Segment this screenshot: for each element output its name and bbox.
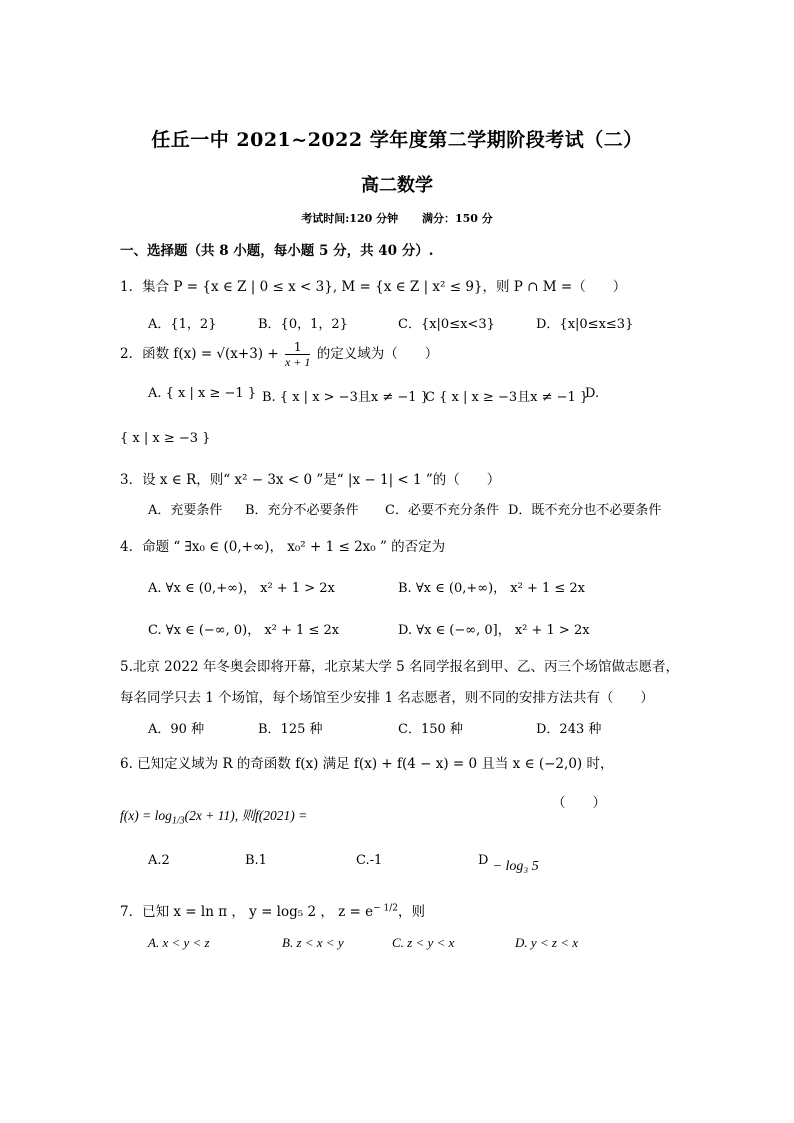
question-6-option-c: C.-1 — [356, 853, 383, 868]
question-7-option-a: A. x < y < z — [148, 935, 210, 950]
question-5-option-b: B．125 种 — [258, 722, 323, 737]
question-6-option-b: B.1 — [245, 853, 267, 868]
question-7-option-c: C. z < y < x — [392, 935, 455, 950]
question-2-option-b: B. { x | x > −3且x ≠ −1 } — [262, 390, 429, 405]
question-5-line-1: 5.北京 2022 年冬奥会即将开幕，北京某大学 5 名同学报名到甲、乙、丙三个场馆做志愿者， — [120, 659, 679, 675]
question-7-option-b: B. z < x < y — [282, 935, 344, 950]
question-1-option-d: D．{x|0≤x≤3} — [536, 317, 634, 332]
exam-subtitle: 高二数学 — [361, 175, 433, 196]
exam-score: 满分：150 分 — [421, 212, 493, 225]
question-3-option-d: D．既不充分也不必要条件 — [508, 503, 662, 518]
question-6-option-a: A.2 — [148, 853, 170, 868]
question-5-option-d: D．243 种 — [536, 722, 602, 737]
question-7-option-d: D. y < z < x — [515, 935, 579, 950]
question-2-suffix: 的定义域为（ ） — [316, 346, 439, 362]
question-6-log: f(x) = log — [120, 808, 172, 823]
exam-time: 考试时间:120 分钟 — [301, 212, 399, 225]
question-3-option-a: A．充要条件 — [148, 503, 223, 518]
question-5-option-c: C．150 种 — [398, 722, 463, 737]
question-6-expression: (2x + 11), 则f(2021) = — [184, 808, 308, 823]
question-4-option-a: A. ∀x ∈ (0,+∞)， x² + 1 > 2x — [148, 581, 335, 596]
question-7-exponent: − 1/2 — [373, 903, 399, 914]
question-2-option-d-label: D. — [585, 386, 600, 401]
question-6-option-d-value: − log₃ 5 — [492, 859, 539, 874]
question-3-option-c: C．必要不充分条件 — [385, 503, 499, 518]
question-4-option-b: B. ∀x ∈ (0,+∞)， x² + 1 ≤ 2x — [398, 581, 586, 596]
question-2-stem — [120, 340, 438, 369]
question-1-option-c: C．{x|0≤x<3} — [398, 317, 495, 332]
question-2-prefix: 2．函数 f(x) = √(x+3) + — [120, 346, 279, 362]
question-1-option-b: B．{0，1，2} — [258, 317, 348, 332]
question-6-line-1: 6. 已知定义域为 R 的奇函数 f(x) 满足 f(x) + f(4 − x) = 0 且当 x ∈ (−2,0) 时， — [120, 756, 614, 772]
question-7-stem-b: ，则 — [398, 904, 426, 920]
question-4-stem: 4．命题 “ ∃x₀ ∈ (0,+∞)， x₀² + 1 ≤ 2x₀ ” 的否定为 — [120, 539, 446, 555]
question-1-stem: 1．集合 P = {x ∈ Z | 0 ≤ x < 3}, M = {x ∈ Z | x² ≤ 9}，则 P ∩ M =（ ） — [120, 279, 627, 295]
fraction-numerator: 1 — [285, 340, 310, 355]
question-2-option-c: C { x | x ≥ −3且x ≠ −1 } — [425, 390, 589, 405]
exam-title: 任丘一中 2021~2022 学年度第二学期阶段考试（二） — [151, 129, 643, 151]
question-3-stem: 3．设 x ∈ R，则“ x² − 3x < 0 ”是“ |x − 1| < 1 ”的（ ） — [120, 472, 501, 488]
question-6-answer-paren: （ ） — [552, 795, 606, 811]
question-7-stem — [120, 900, 425, 920]
question-2-option-d-value: { x | x ≥ −3 } — [120, 431, 211, 446]
section-heading: 一、选择题（共 8 小题，每小题 5 分，共 40 分）. — [120, 243, 434, 259]
question-4-option-c: C. ∀x ∈ (−∞, 0)， x² + 1 ≤ 2x — [148, 623, 340, 638]
question-1-option-a: A．{1，2} — [148, 317, 217, 332]
question-4-option-d: D. ∀x ∈ (−∞, 0]， x² + 1 > 2x — [398, 623, 590, 638]
question-5-line-2: 每名同学只去 1 个场馆，每个场馆至少安排 1 名志愿者，则不同的安排方法共有（ ） — [120, 690, 654, 706]
question-3-option-b: B．充分不必要条件 — [245, 503, 359, 518]
question-6-log-base: 1/3 — [171, 815, 185, 827]
fraction-denominator: x + 1 — [284, 355, 311, 369]
exam-info — [0, 210, 794, 226]
question-2-fraction — [285, 340, 310, 369]
question-2-option-a: A. { x | x ≥ −1 } — [148, 386, 257, 401]
question-5-option-a: A．90 种 — [148, 722, 205, 737]
question-6-option-d — [478, 853, 539, 874]
question-7-stem-a: 7．已知 x = ln π ， y = log₅ 2 ， z = e — [120, 904, 374, 920]
question-6-option-d-label: D — [478, 853, 489, 868]
question-6-line-2 — [120, 804, 307, 827]
